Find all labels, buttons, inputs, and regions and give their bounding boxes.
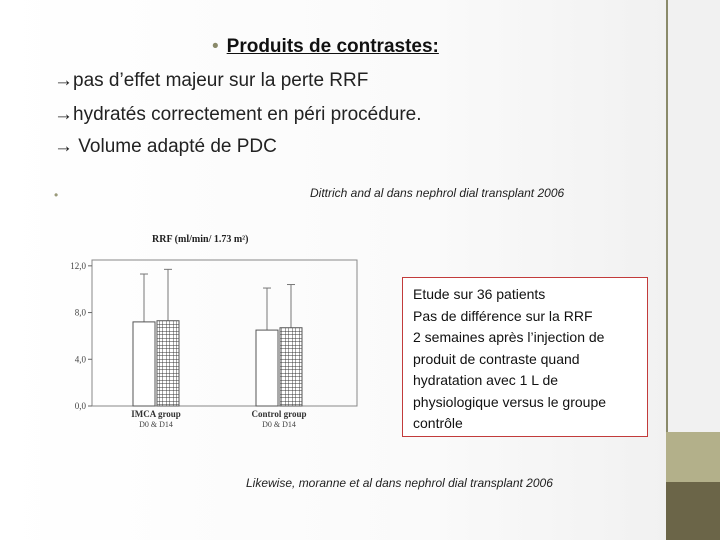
- citation-bottom: Likewise, moranne et al dans nephrol dial transplant 2006: [246, 476, 553, 490]
- point-line-3: → Volume adapté de PDC: [54, 136, 277, 157]
- x-tick-label: IMCA group: [131, 409, 181, 419]
- study-note-box: [402, 277, 648, 437]
- bar-d0: [256, 330, 278, 406]
- note-line: contrôle: [413, 415, 463, 431]
- bar-d0: [133, 322, 155, 406]
- side-accent-light: [666, 432, 720, 482]
- note-line: hydratation avec 1 L de: [413, 372, 559, 388]
- side-divider: [666, 0, 668, 432]
- side-accent-dark: [666, 482, 720, 540]
- x-tick-label: Control group: [251, 409, 307, 419]
- point-line-2: →hydratés correctement en péri procédure.: [54, 104, 422, 125]
- note-line: 2 semaines après l’injection de: [413, 329, 605, 345]
- note-line: produit de contraste quand: [413, 350, 580, 367]
- empty-bullet: •: [54, 188, 59, 202]
- citation-top: Dittrich and al dans nephrol dial transplant 2006: [310, 186, 565, 200]
- slide-title: [212, 36, 439, 58]
- y-tick-label: 8,0: [74, 307, 86, 318]
- y-tick-label: 12,0: [70, 260, 86, 271]
- bar-d14: [157, 321, 179, 406]
- title-bullet: •: [212, 36, 219, 57]
- note-line: physiologique versus le groupe: [413, 393, 607, 410]
- plot-frame: [92, 260, 357, 406]
- point-line-1: →pas d’effet majeur sur la perte RRF: [54, 70, 369, 91]
- title-text: Produits de contrastes:: [226, 36, 439, 57]
- bar-d14: [280, 328, 302, 406]
- y-tick-label: 0,0: [74, 401, 86, 411]
- rrf-bar-chart: [40, 226, 370, 441]
- x-tick-sublabel: D0 & D14: [262, 420, 296, 429]
- chart-title: RRF (ml/min/ 1.73 m²): [152, 234, 249, 245]
- note-line: Etude sur 36 patients: [413, 286, 546, 302]
- note-line: Pas de différence sur la RRF: [413, 307, 593, 324]
- chart-marks: [70, 261, 306, 429]
- x-tick-sublabel: D0 & D14: [139, 420, 173, 429]
- y-tick-label: 4,0: [74, 354, 86, 365]
